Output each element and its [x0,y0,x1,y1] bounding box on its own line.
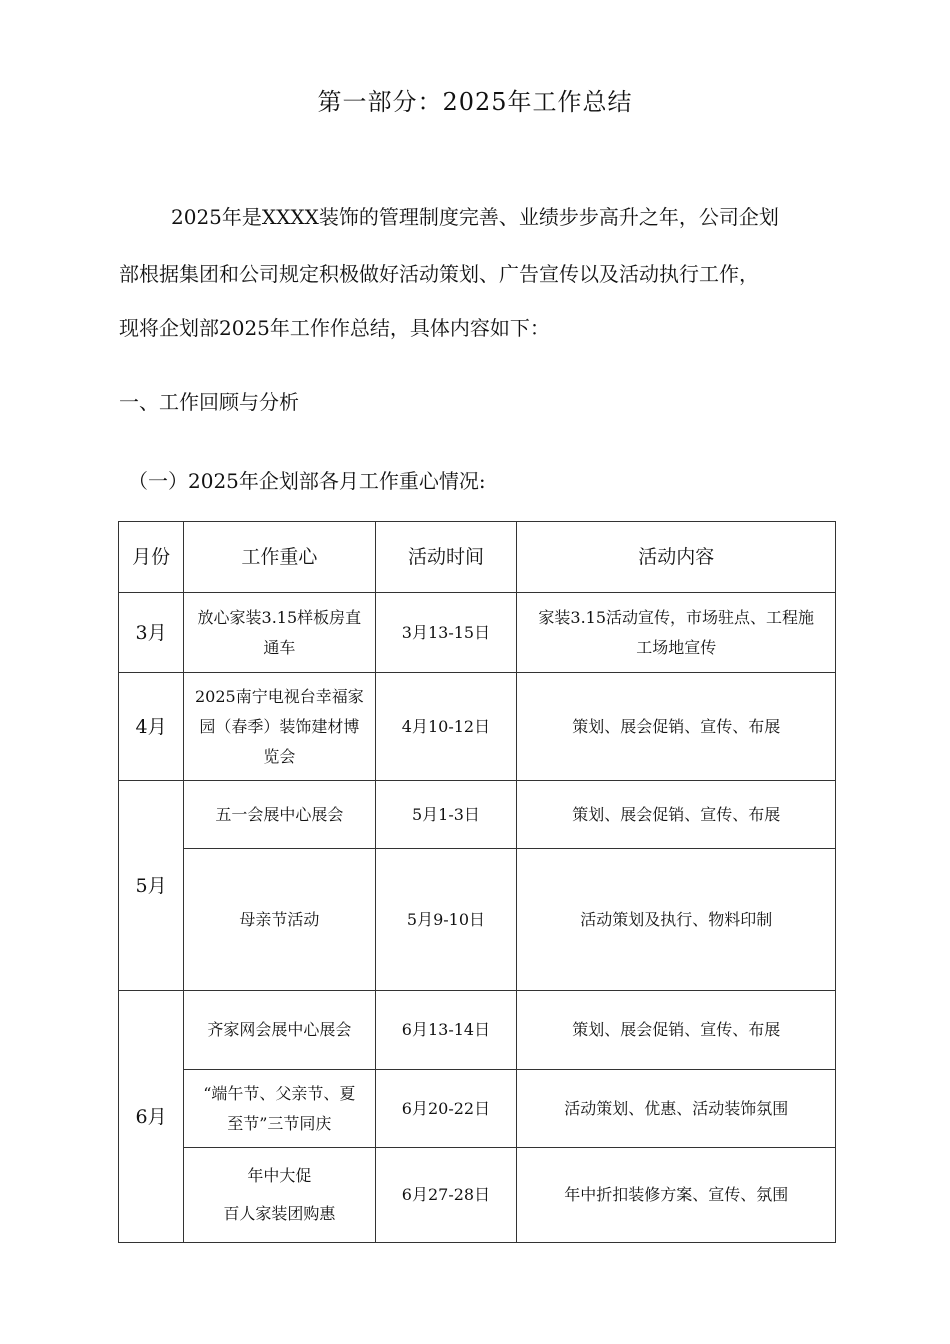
content-line: 家装3.15活动宣传，市场驻点、工程施 [538,607,815,627]
focus-line: 年中大促 [247,1166,312,1185]
focus-line: 园（春季）装饰建材博 [199,716,360,736]
table-row [119,593,836,673]
focus-line: 百人家装团购惠 [223,1204,336,1223]
focus-line: “端午节、父亲节、夏 [203,1083,356,1103]
focus-line: 至节”三节同庆 [227,1113,332,1133]
focus-cell: 母亲节活动 [184,849,375,991]
time-cell: 6月27-28日 [375,1148,517,1243]
monthly-work-table [118,521,836,1243]
table-row [119,849,836,991]
content-cell: 活动策划及执行、物料印制 [517,849,836,991]
time-cell: 6月13-14日 [375,991,517,1070]
month-cell: 4月 [119,673,184,781]
table-row [119,991,836,1070]
section-heading: 一、工作回顾与分析 [119,390,299,414]
focus-line: 览会 [263,746,296,766]
header-month: 月份 [119,522,184,593]
header-focus: 工作重心 [184,522,375,593]
time-cell: 6月20-22日 [375,1070,517,1148]
intro-line-3: 现将企划部2025年工作作总结，具体内容如下： [119,316,550,340]
table-row [119,1148,836,1243]
intro-line-1: 2025年是XXXX装饰的管理制度完善、业绩步步高升之年，公司企划 [171,205,779,229]
focus-line: 2025南宁电视台幸福家 [194,686,364,706]
content-cell: 策划、展会促销、宣传、布展 [517,781,836,849]
table-header-row [119,522,836,593]
content-line: 工场地宣传 [636,637,717,657]
table-row [119,781,836,849]
time-cell: 5月9-10日 [375,849,517,991]
header-time: 活动时间 [375,522,517,593]
month-cell: 5月 [119,781,184,991]
focus-cell: 五一会展中心展会 [184,781,375,849]
focus-cell: 齐家网会展中心展会 [184,991,375,1070]
table-row [119,673,836,781]
page-title: 第一部分：2025年工作总结 [317,88,633,116]
table-row [119,1070,836,1148]
intro-line-2: 部根据集团和公司规定积极做好活动策划、广告宣传以及活动执行工作， [119,262,759,286]
content-cell: 年中折扣装修方案、宣传、氛围 [517,1148,836,1243]
focus-cell [184,593,375,673]
focus-line: 通车 [263,637,296,657]
focus-cell [184,1070,375,1148]
time-cell: 5月1-3日 [375,781,517,849]
subsection-heading: （一）2025年企划部各月工作重心情况: [128,469,486,493]
header-content: 活动内容 [517,522,836,593]
content-cell: 活动策划、优惠、活动装饰氛围 [517,1070,836,1148]
focus-cell [184,1148,375,1243]
content-cell: 策划、展会促销、宣传、布展 [517,673,836,781]
focus-cell [184,673,375,781]
content-cell [517,593,836,673]
time-cell: 4月10-12日 [375,673,517,781]
month-cell: 3月 [119,593,184,673]
time-cell: 3月13-15日 [375,593,517,673]
month-cell: 6月 [119,991,184,1243]
content-cell: 策划、展会促销、宣传、布展 [517,991,836,1070]
focus-line: 放心家装3.15样板房直 [197,607,362,627]
